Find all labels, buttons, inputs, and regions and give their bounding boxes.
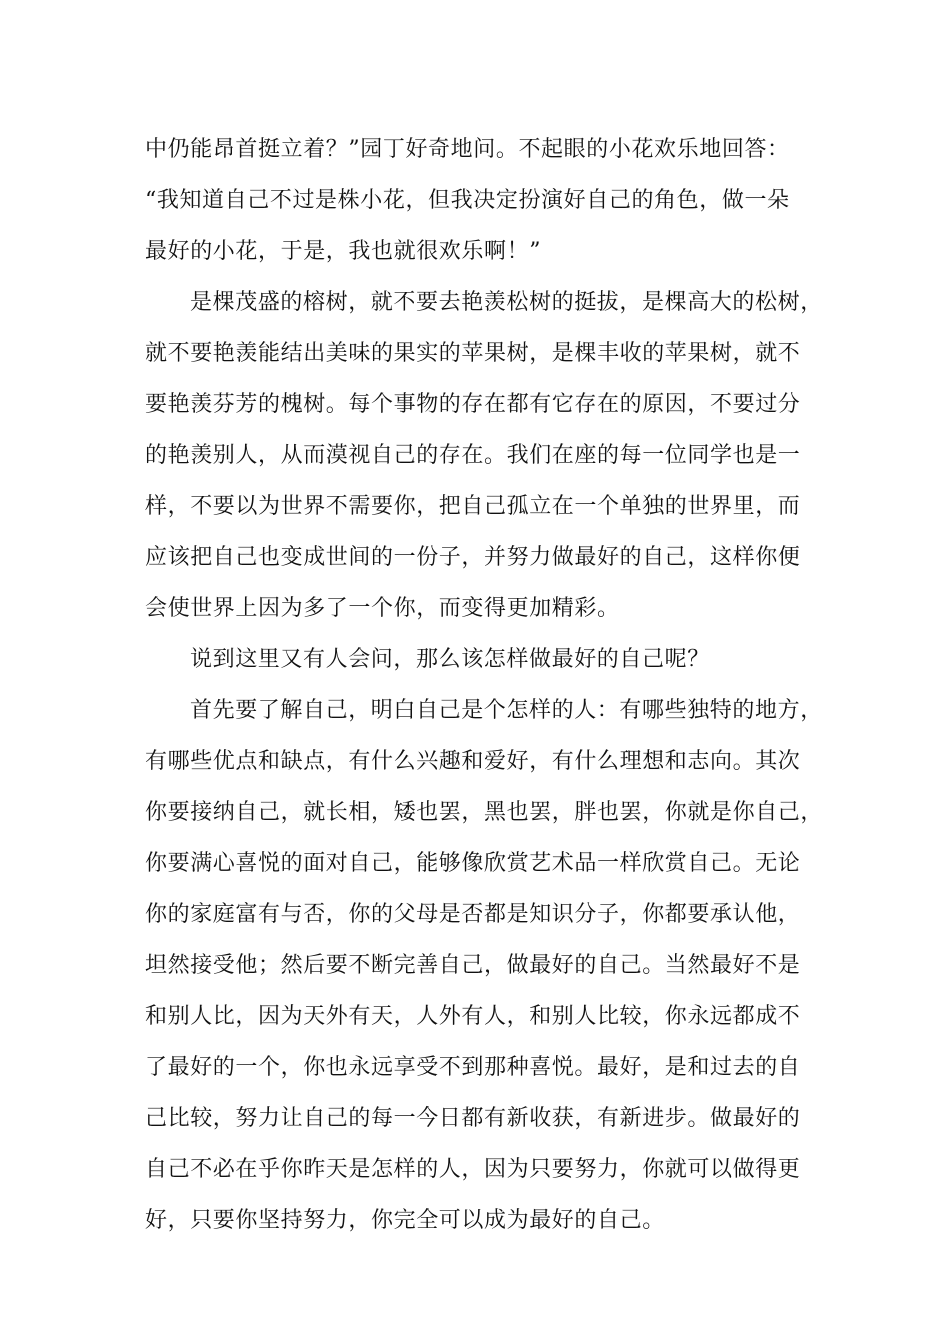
text-line: 你的家庭富有与否，你的父母是否都是知识分子，你都要承认他， [145,902,801,927]
text-line: 好，只要你坚持努力，你完全可以成为最好的自己。 [145,1208,665,1233]
text-line: “我知道自己不过是株小花，但我决定扮演好自己的角色，做一朵 [145,188,790,213]
text-line: 己比较，努力让自己的每一今日都有新收获，有新进步。做最好的 [145,1106,801,1131]
text-line: 最好的小花，于是，我也就很欢乐啊！” [145,239,542,264]
text-line: 要艳羡芬芳的槐树。每个事物的存在都有它存在的原因，不要过分 [145,392,801,417]
text-line: 会使世界上因为多了一个你，而变得更加精彩。 [145,596,620,621]
text-line: 你要满心喜悦的面对自己，能够像欣赏艺术品一样欣赏自己。无论 [145,851,801,876]
text-line: 坦然接受他；然后要不断完善自己，做最好的自己。当然最好不是 [145,953,801,978]
paragraph-start-line: 说到这里又有人会问，那么该怎样做最好的自己呢？ [190,647,710,672]
text-line: 的艳羡别人，从而漠视自己的存在。我们在座的每一位同学也是一 [145,443,801,468]
paragraph-start-line: 首先要了解自己，明白自己是个怎样的人：有哪些独特的地方， [190,698,823,723]
text-line: 你要接纳自己，就长相，矮也罢，黑也罢，胖也罢，你就是你自己， [145,800,824,825]
text-line: 就不要艳羡能结出美味的果实的苹果树，是棵丰收的苹果树，就不 [145,341,801,366]
paragraph-start-line: 是棵茂盛的榕树，就不要去艳羡松树的挺拔，是棵高大的松树， [190,290,823,315]
text-line: 有哪些优点和缺点，有什么兴趣和爱好，有什么理想和志向。其次 [145,749,801,774]
text-line: 中仍能昂首挺立着？”园丁好奇地问。不起眼的小花欢乐地回答： [145,137,790,162]
text-line: 样，不要以为世界不需要你，把自己孤立在一个单独的世界里，而 [145,494,801,519]
text-line: 应该把自己也变成世间的一份子，并努力做最好的自己，这样你便 [145,545,801,570]
text-line: 了最好的一个，你也永远享受不到那种喜悦。最好，是和过去的自 [145,1055,801,1080]
text-line: 自己不必在乎你昨天是怎样的人，因为只要努力，你就可以做得更 [145,1157,801,1182]
text-line: 和别人比，因为天外有天，人外有人，和别人比较，你永远都成不 [145,1004,801,1029]
